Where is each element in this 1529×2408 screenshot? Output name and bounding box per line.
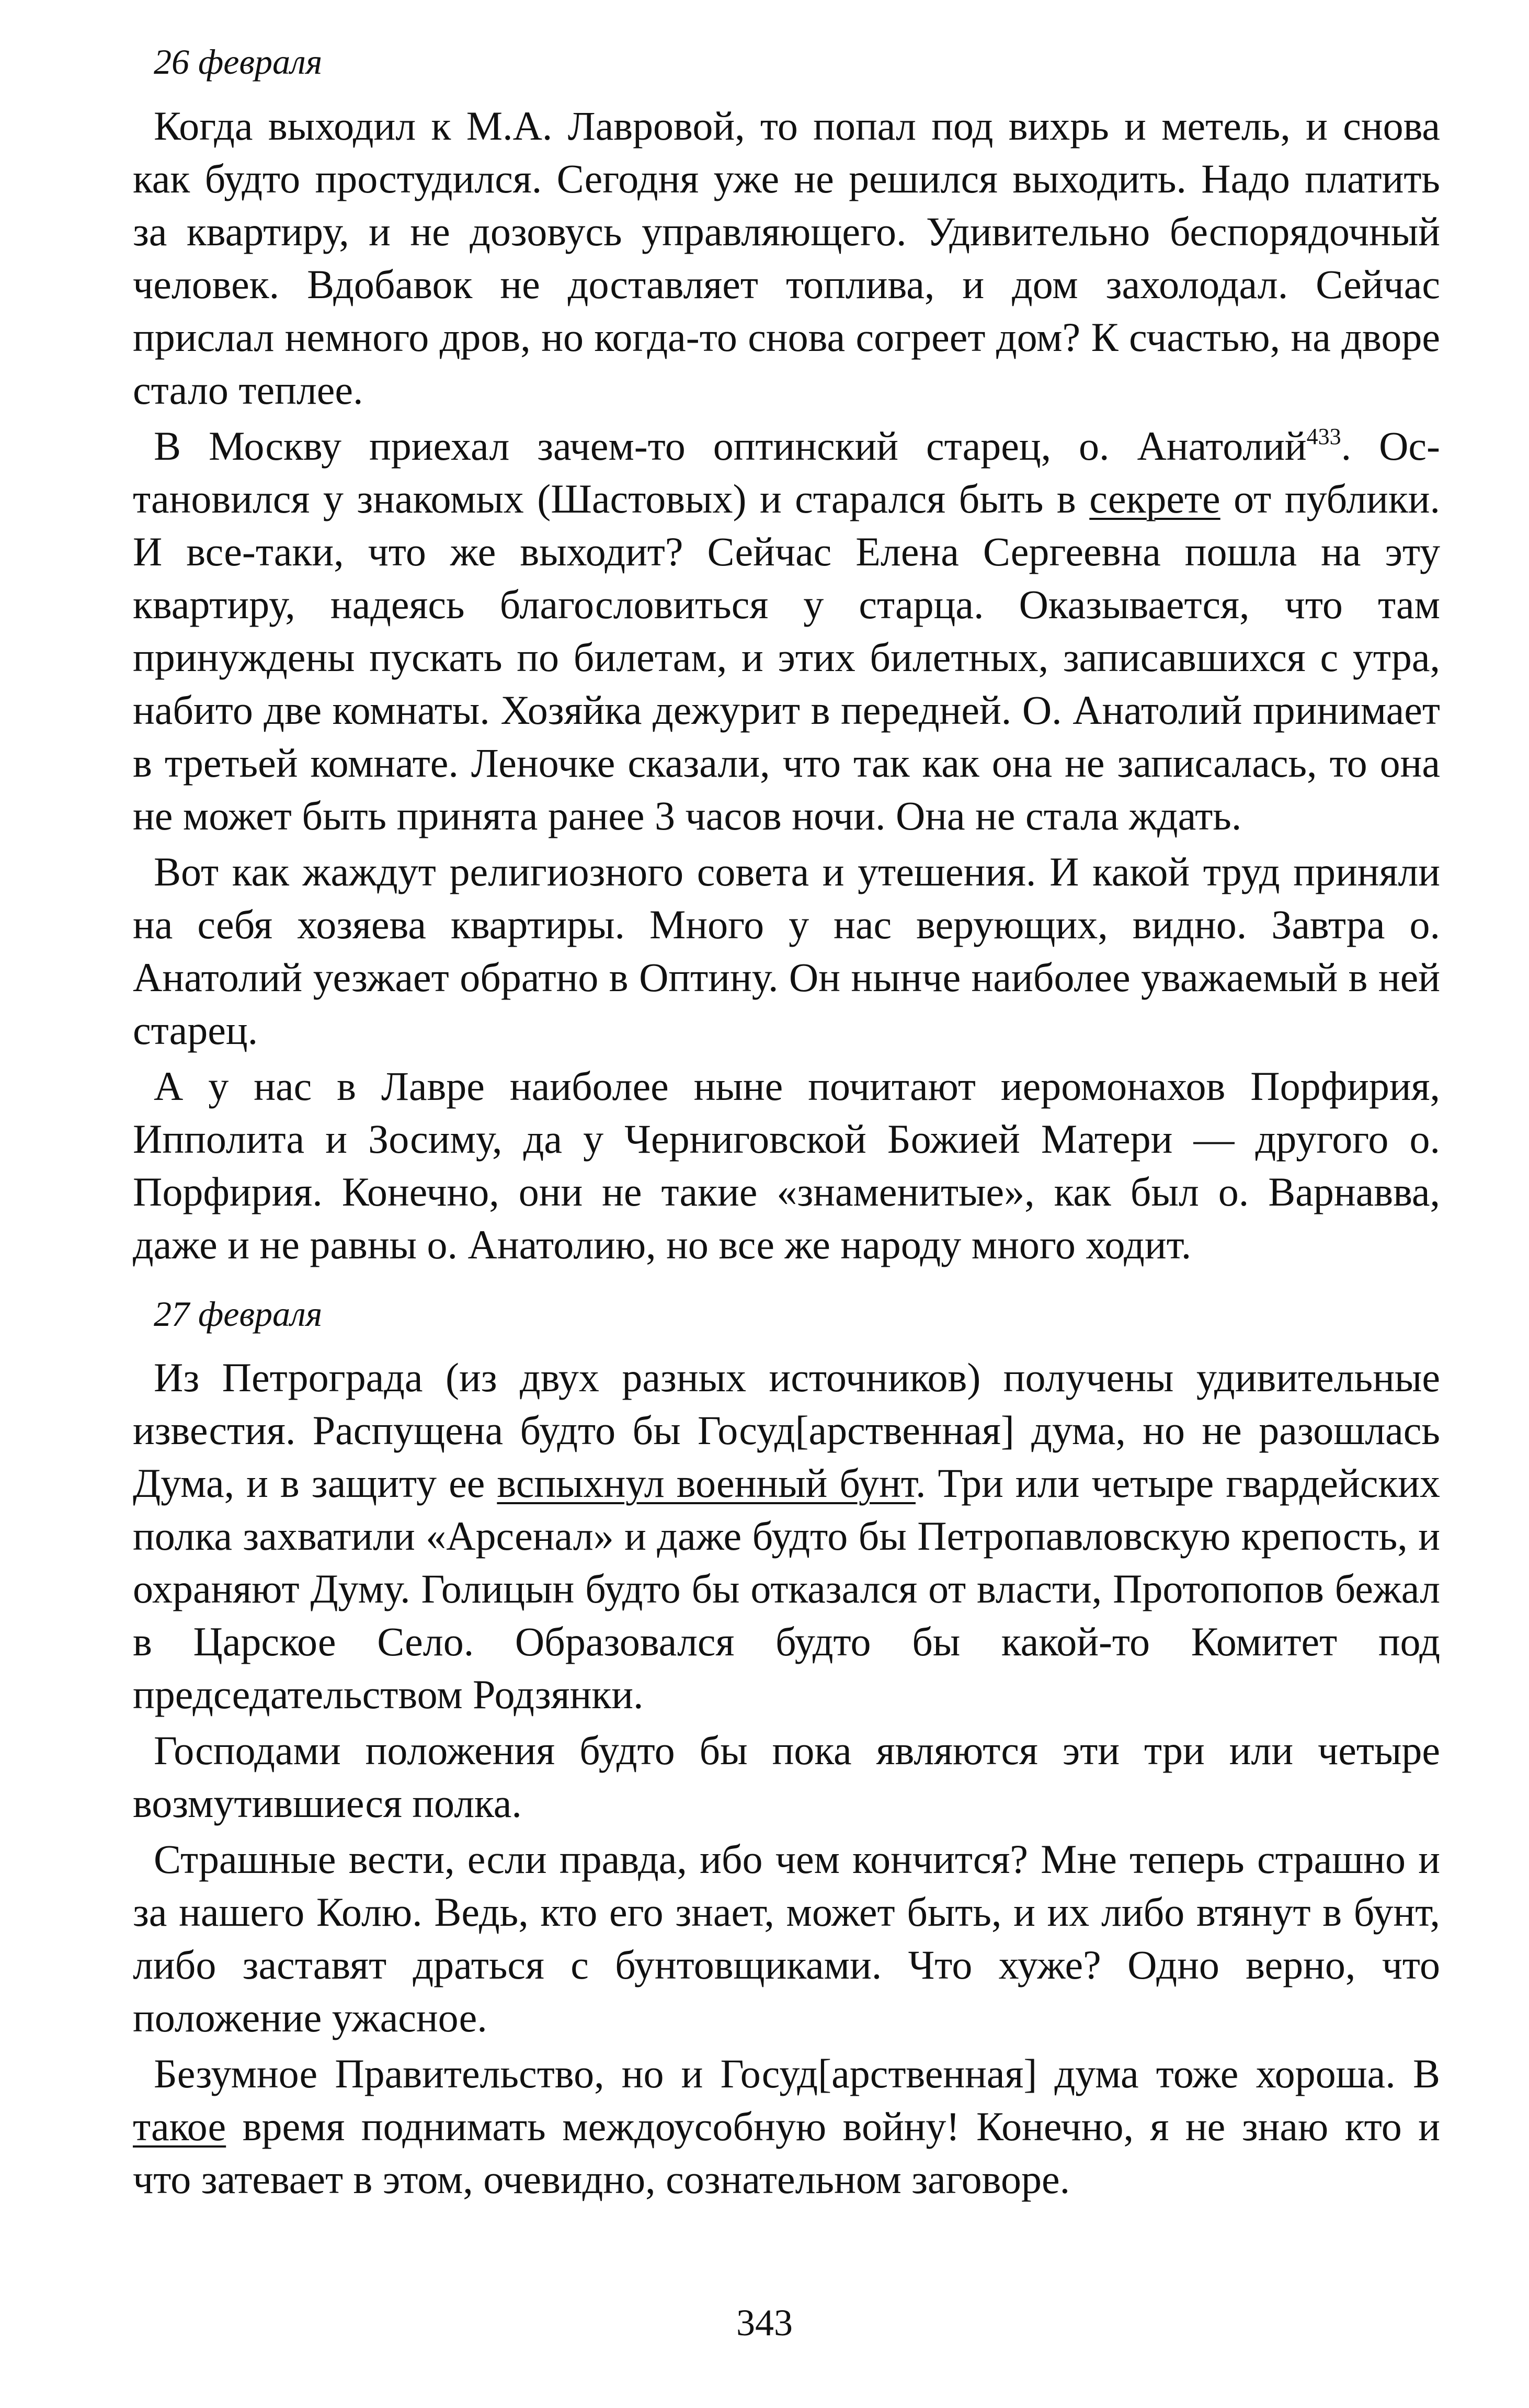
text-run: время поднимать междоусобную войну! Конечно, я не знаю кто и что затевает в этом, очевидно, сознательном заговоре. [133, 2104, 1440, 2202]
text-run: В Москву приехал зачем-то оптинский старец, о. Анатолий [154, 423, 1307, 469]
page-number: 343 [736, 2302, 793, 2344]
paragraph [133, 1060, 1440, 1271]
footnote-ref: 433 [1306, 423, 1341, 449]
text-run: . Три или четыре гвардейских полка захватили «Арсенал» и даже будто бы Петропавловскую крепость, и охраняют Думу. Голицын будто бы отказался от власти, Протопопов бежал в Царское Село. Образовался будто бы какой-то Комитет под председательством Родзянки. [133, 1460, 1441, 1718]
underlined-text: вспыхнул военный бунт [497, 1460, 916, 1506]
paragraph [133, 1724, 1440, 1830]
text-run: Страшные вести, если правда, ибо чем кончится? Мне теперь страшно и за нашего Колю. Ведь, кто его знает, может быть, и их либо втянут в бунт, либо заставят драться с бунтовщиками. Что хуже? Одно верно, что положение ужасное. [133, 1836, 1440, 2041]
diary-entries [133, 41, 1440, 2206]
paragraph [133, 1833, 1440, 2044]
text-run: от публики. И все-таки, что же выходит? Сейчас Елена Сергеевна пошла на эту квартиру, надеясь благословиться у старца. Оказывается, что там принуждены пускать по билетам, и этих билетных, записавшихся с утра, набито две комнаты. Хозяйка дежурит в передней. О. Анатолий принимает в третьей комнате. Леночке сказали, что так как она не записалась, то она не может быть принята ранее 3 часов ночи. Она не стала ждать. [133, 475, 1441, 838]
text-run: А у нас в Лавре наиболее ныне почитают иеромонахов Порфирия, Ипполита и Зосиму, да у Черниговской Божией Матери — другого о. Порфирия. Конечно, они не такие «знаменитые», как был о. Варнавва, даже и не равны о. Анатолию, но все же народу много ходит. [133, 1063, 1440, 1267]
text-run: Когда выходил к М.А. Лавровой, то попал под вихрь и метель, и снова как будто простудился. Сегодня уже не решился выходить. Надо платить за квартиру, и не дозовусь управляющего. Удивительно беспорядочный человек. Вдобавок не доставляет топлива, и дом захолодал. Сейчас прислал немного дров, но когда-то снова согреет дом? К счастью, на дворе стало теплее. [133, 103, 1440, 413]
paragraph [133, 99, 1440, 416]
paragraph [133, 419, 1440, 842]
underlined-text: такое [133, 2104, 226, 2150]
paragraph [133, 1351, 1440, 1721]
text-run: . Остановился у знакомых (Шастовых) и старался быть в [133, 423, 1441, 521]
paragraph [133, 2047, 1440, 2206]
entry-date-heading: 27 февраля [154, 1293, 323, 1334]
entry-date-heading: 26 февраля [154, 42, 323, 82]
underlined-text: секрете [1089, 475, 1220, 521]
text-run: Вот как жаждут религиозного совета и утешения. И какой труд приняли на себя хозяева квартиры. Много у нас верующих, видно. Завтра о. Анатолий уезжает обратно в Оптину. Он нынче наиболее уважаемый в ней старец. [133, 848, 1440, 1053]
text-run: Из Петрограда (из двух разных источников) получены удивительные известия. Распущена будто бы Госуд[арственная] дума, но не разошлась Дума, и в защиту ее [133, 1355, 1440, 1506]
text-run: Безумное Правительство, но и Госуд[арственная] дума тоже хороша. В [154, 2051, 1440, 2097]
paragraph [133, 845, 1440, 1057]
text-run: Господами положения будто бы пока являются эти три или четыре возмутившиеся полка. [133, 1728, 1440, 1826]
